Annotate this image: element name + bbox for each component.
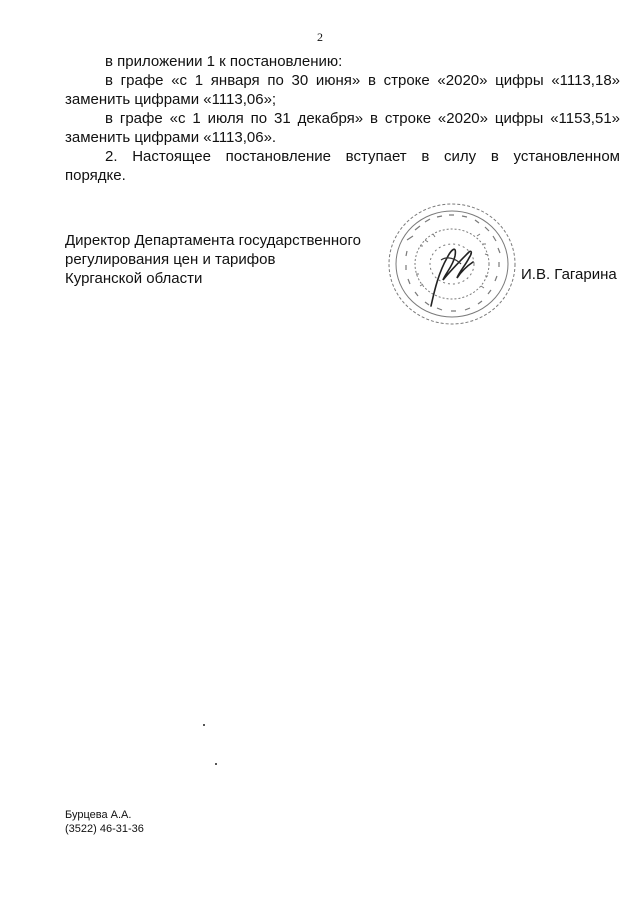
signatory-title-line: регулирования цен и тарифов: [65, 251, 276, 268]
body-line: в графе «с 1 января по 30 июня» в строке «2020» цифры «1113,18»: [105, 72, 620, 89]
body-line: в приложении 1 к постановлению:: [105, 53, 343, 70]
scan-speck: [203, 724, 205, 726]
contact-info: [65, 808, 144, 836]
contact-phone: (3522) 46-31-36: [65, 823, 144, 835]
document-body: [65, 52, 620, 185]
body-line: заменить цифрами «1113,06».: [65, 129, 277, 146]
page-number: 2: [317, 30, 323, 44]
contact-name: Бурцева А.А.: [65, 809, 132, 821]
official-seal-stamp: [385, 200, 520, 330]
signatory-name: И.В. Гагарина: [521, 266, 617, 283]
body-line: в графе «с 1 июля по 31 декабря» в строке «2020» цифры «1153,51»: [105, 110, 620, 127]
body-line: порядке.: [65, 167, 126, 184]
signatory-title: [65, 231, 395, 288]
handwritten-signature-icon: [431, 249, 473, 306]
signatory-title-line: Курганской области: [65, 270, 203, 287]
body-line: 2. Настоящее постановление вступает в силу в установленном: [105, 148, 620, 165]
signatory-title-line: Директор Департамента государственного: [65, 232, 362, 249]
body-line: заменить цифрами «1113,06»;: [65, 91, 277, 108]
scan-speck: [215, 763, 217, 765]
